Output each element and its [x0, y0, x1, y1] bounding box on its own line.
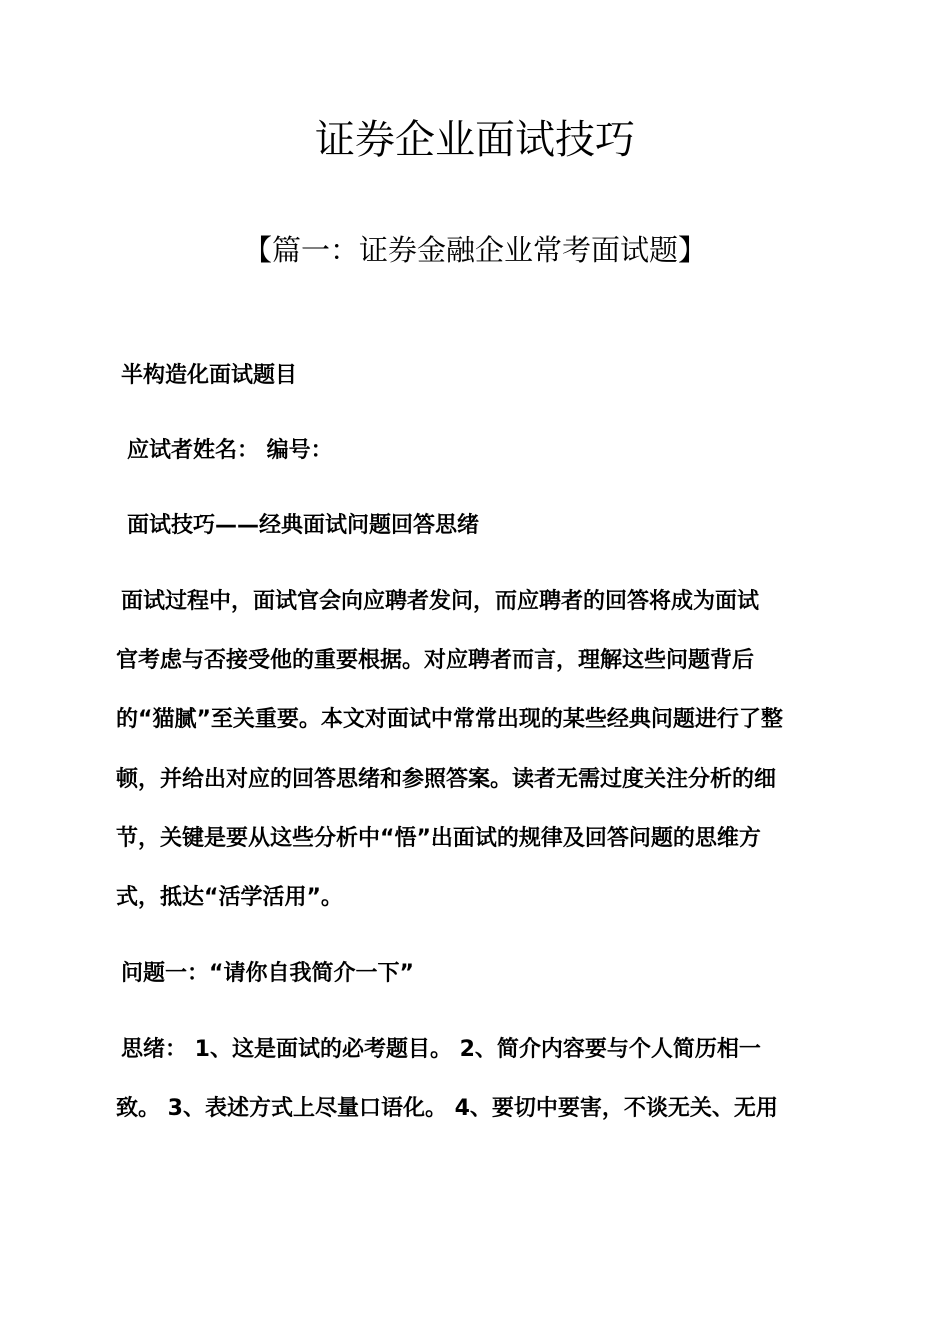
section-heading: 面试技巧——经典面试问题回答思绪 [127, 513, 480, 538]
applicant-line: 应试者姓名： 编号： [127, 438, 333, 463]
question-one: 问题一：“请你自我简介一下” [121, 961, 414, 986]
intro-line-1: 面试过程中，面试官会向应聘者发问，而应聘者的回答将成为面试 [121, 589, 760, 614]
intro-line-6: 式，抵达“活学活用”。 [116, 885, 343, 910]
document-subtitle: 【篇一：证券金融企业常考面试题】 [242, 233, 707, 267]
intro-line-3: 的“猫腻”至关重要。本文对面试中常常出现的某些经典问题进行了整 [116, 707, 783, 732]
thought-line-2: 致。 3、表述方式上尽量口语化。 4、要切中要害，不谈无关、无用 [116, 1096, 778, 1121]
interview-heading: 半构造化面试题目 [121, 363, 298, 388]
intro-line-4: 顿，并给出对应的回答思绪和参照答案。读者无需过度关注分析的细 [116, 767, 777, 792]
document-title: 证券企业面试技巧 [315, 117, 635, 163]
thought-line-1: 思绪： 1、这是面试的必考题目。 2、简介内容要与个人简历相一 [121, 1037, 761, 1062]
intro-line-5: 节，关键是要从这些分析中“悟”出面试的规律及回答问题的思维方 [116, 826, 761, 851]
intro-line-2: 官考虑与否接受他的重要根据。对应聘者而言，理解这些问题背后 [116, 648, 755, 673]
